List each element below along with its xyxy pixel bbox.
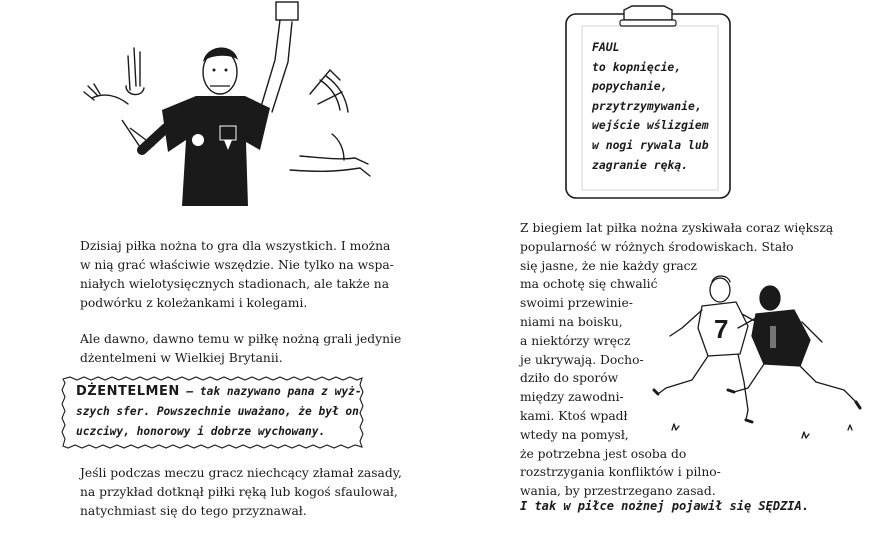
- story-line-14: rozstrzygania konfliktów i pilno-: [520, 465, 721, 480]
- definition-note: [60, 375, 365, 450]
- story-line-12: wtedy na pomysł,: [520, 427, 629, 442]
- jersey-number: 7: [714, 314, 729, 344]
- foul-line-6: w nogi rywala lub: [592, 137, 709, 152]
- right-page: [440, 0, 880, 540]
- rule-paragraph: [80, 464, 402, 521]
- definition-line-1: – tak nazywano pana z wyż-: [179, 385, 362, 398]
- rule-line-1: Jeśli podczas meczu gracz niechcący złamał zasady,: [80, 466, 402, 480]
- story-line-7: a niektórzy wręcz: [520, 333, 631, 348]
- closing-line: I tak w piłce nożnej pojawił się SĘDZIA.: [520, 499, 809, 513]
- intro-line-2: w nią grać właściwie wszędzie. Nie tylko na wspa-: [80, 258, 394, 272]
- foul-line-2: to kopnięcie,: [592, 59, 682, 74]
- foul-line-7: zagranie ręką.: [592, 157, 689, 172]
- foul-line-1: FAUL: [592, 40, 620, 54]
- intro-line-1: Dzisiaj piłka nożna to gra dla wszystkich. I można: [80, 239, 391, 253]
- story-line-4: ma ochotę się chwalić: [520, 277, 658, 292]
- story-line-10: między zawodni-: [520, 390, 624, 405]
- definition-term: DŻENTELMEN: [76, 384, 180, 399]
- story-line-13: że potrzebna jest osoba do: [520, 446, 687, 461]
- story-line-2: popularność w różnych środowiskach. Stało: [520, 239, 794, 254]
- foul-line-4: przytrzymywanie,: [592, 98, 702, 113]
- story-line-1: Z biegiem lat piłka nożna zyskiwała coraz większą: [520, 221, 834, 235]
- rule-line-2: na przykład dotknął piłki ręką lub kogoś sfaulował,: [80, 485, 398, 499]
- history-line-1: Ale dawno, dawno temu w piłkę nożną grali jedynie: [80, 332, 402, 346]
- history-paragraph: [80, 330, 401, 368]
- foul-definition: [592, 38, 709, 175]
- definition-line-2: szych sfer. Powszechnie uważano, że był on: [76, 405, 359, 418]
- story-line-3: się jasne, że nie każdy gracz: [520, 258, 698, 273]
- story-line-9: dziło do sporów: [520, 371, 619, 386]
- intro-line-4: podwórku z koleżankami i kolegami.: [80, 296, 308, 310]
- history-line-2: dżentelmeni w Wielkiej Brytanii.: [80, 351, 283, 365]
- story-line-11: kami. Ktoś wpadł: [520, 408, 628, 423]
- players-illustration: [652, 270, 870, 460]
- story-line-5: swoimi przewinie-: [520, 296, 633, 311]
- referee-illustration: [70, 0, 380, 212]
- rule-line-3: natychmiast się do tego przyznawał.: [80, 504, 307, 518]
- definition-text: [76, 382, 362, 442]
- story-line-8: je ukrywają. Docho-: [520, 352, 644, 367]
- intro-line-3: niałych wielotysięcznych stadionach, ale także na: [80, 277, 390, 291]
- intro-paragraph: [80, 237, 394, 313]
- foul-line-5: wejście wślizgiem: [592, 118, 709, 133]
- foul-line-3: popychanie,: [592, 79, 668, 94]
- story-line-6: niami na boisku,: [520, 314, 623, 329]
- story-line-15: wania, by przestrzegano zasad.: [520, 484, 716, 499]
- definition-line-3: uczciwy, honorowy i dobrze wychowany.: [76, 425, 326, 438]
